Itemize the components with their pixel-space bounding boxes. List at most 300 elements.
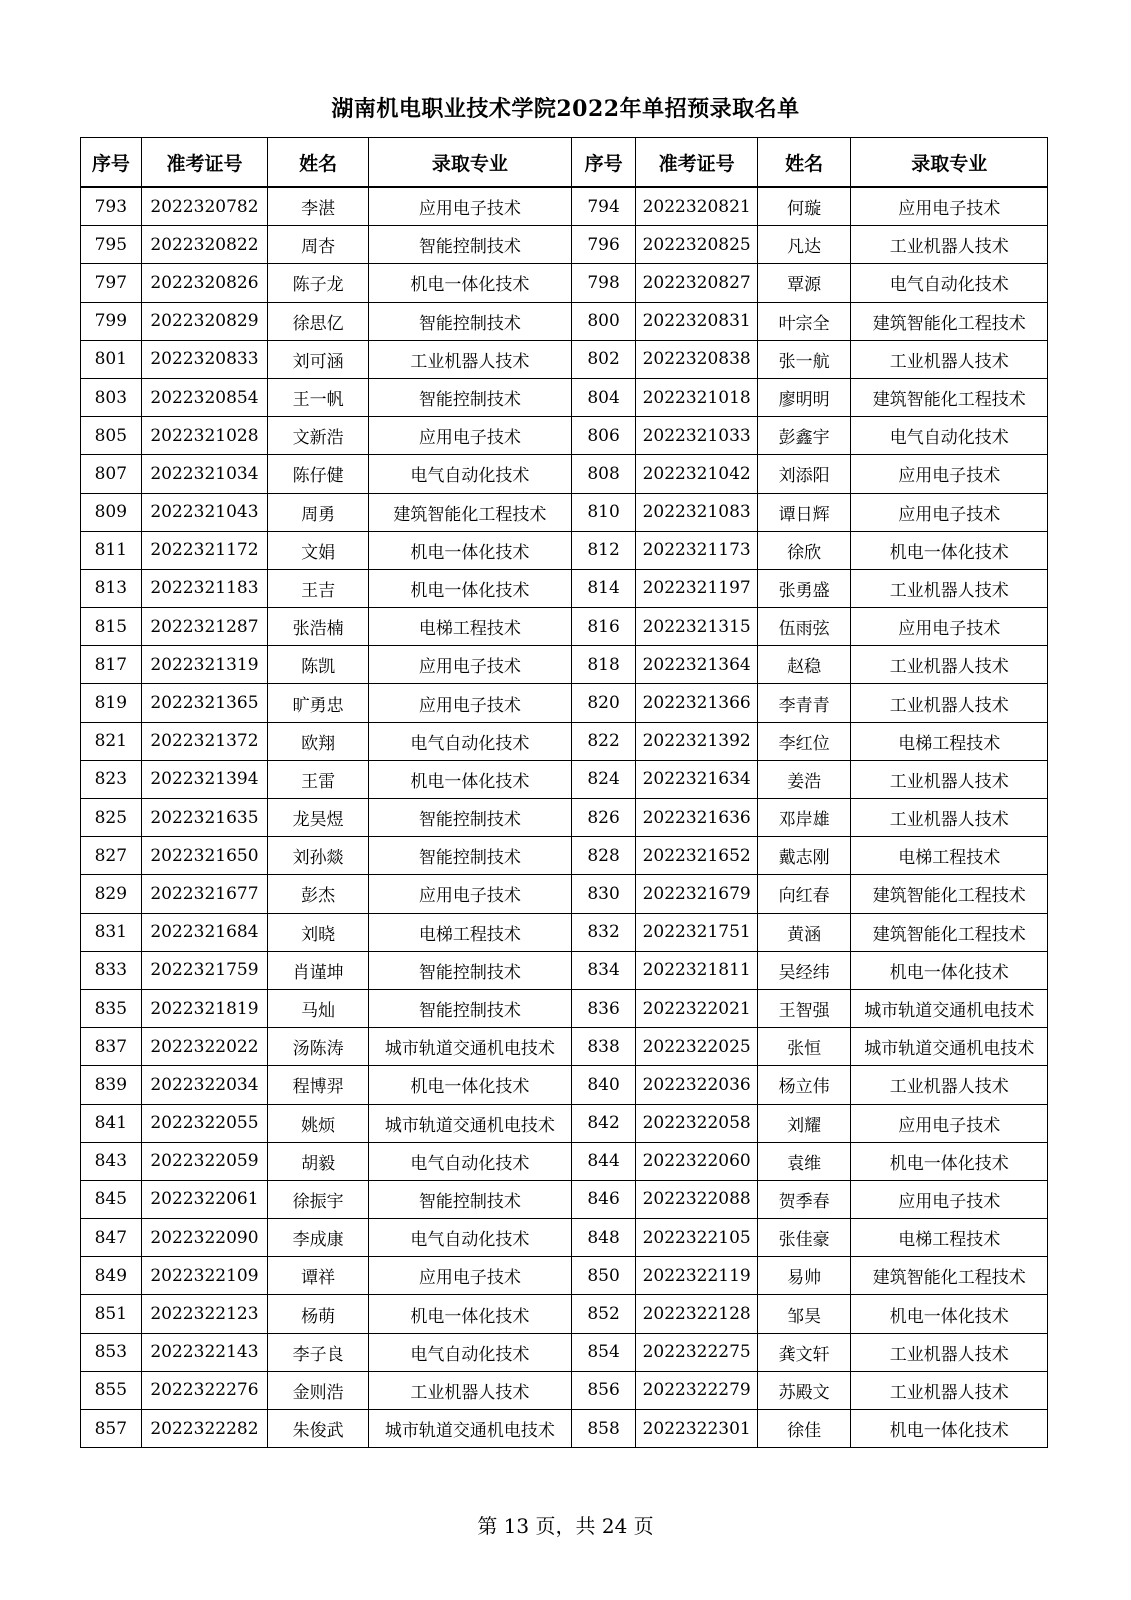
exam-id-cell: 2022321034: [141, 455, 268, 493]
name-cell: 戴志刚: [757, 837, 851, 875]
exam-id-cell: 2022321759: [141, 951, 268, 989]
major-cell: 应用电子技术: [851, 1180, 1048, 1218]
major-cell: 智能控制技术: [369, 302, 572, 340]
major-cell: 电气自动化技术: [369, 1219, 572, 1257]
table-row: [81, 1180, 1048, 1218]
header-name: 姓名: [268, 138, 369, 188]
table-row: [81, 1410, 1048, 1448]
exam-id-cell: 2022320838: [636, 340, 757, 378]
name-cell: 李湛: [268, 187, 369, 226]
major-cell: 工业机器人技术: [851, 646, 1048, 684]
exam-id-cell: 2022321315: [636, 608, 757, 646]
major-cell: 机电一体化技术: [851, 1295, 1048, 1333]
name-cell: 袁维: [757, 1142, 851, 1180]
exam-id-cell: 2022322090: [141, 1219, 268, 1257]
name-cell: 陈仔健: [268, 455, 369, 493]
exam-id-cell: 2022322275: [636, 1333, 757, 1371]
exam-id-cell: 2022321636: [636, 799, 757, 837]
seq-cell: 821: [81, 722, 142, 760]
exam-id-cell: 2022321677: [141, 875, 268, 913]
major-cell: 工业机器人技术: [851, 226, 1048, 264]
exam-id-cell: 2022320833: [141, 340, 268, 378]
major-cell: 机电一体化技术: [851, 951, 1048, 989]
table-row: [81, 722, 1048, 760]
name-cell: 谭日辉: [757, 493, 851, 531]
exam-id-cell: 2022320822: [141, 226, 268, 264]
seq-cell: 835: [81, 989, 142, 1027]
table-row: [81, 417, 1048, 455]
name-cell: 杨立伟: [757, 1066, 851, 1104]
major-cell: 电梯工程技术: [851, 837, 1048, 875]
exam-id-cell: 2022321394: [141, 760, 268, 798]
exam-id-cell: 2022321287: [141, 608, 268, 646]
major-cell: 城市轨道交通机电技术: [851, 1028, 1048, 1066]
name-cell: 李成康: [268, 1219, 369, 1257]
seq-cell: 826: [571, 799, 636, 837]
major-cell: 城市轨道交通机电技术: [369, 1028, 572, 1066]
seq-cell: 856: [571, 1371, 636, 1409]
major-cell: 电梯工程技术: [851, 722, 1048, 760]
seq-cell: 800: [571, 302, 636, 340]
major-cell: 建筑智能化工程技术: [851, 378, 1048, 416]
table-row: [81, 875, 1048, 913]
seq-cell: 834: [571, 951, 636, 989]
exam-id-cell: 2022320829: [141, 302, 268, 340]
seq-cell: 836: [571, 989, 636, 1027]
seq-cell: 807: [81, 455, 142, 493]
seq-cell: 858: [571, 1410, 636, 1448]
exam-id-cell: 2022321365: [141, 684, 268, 722]
major-cell: 应用电子技术: [851, 608, 1048, 646]
major-cell: 机电一体化技术: [369, 1295, 572, 1333]
table-row: [81, 1142, 1048, 1180]
major-cell: 建筑智能化工程技术: [369, 493, 572, 531]
exam-id-cell: 2022321819: [141, 989, 268, 1027]
exam-id-cell: 2022322105: [636, 1219, 757, 1257]
seq-cell: 799: [81, 302, 142, 340]
major-cell: 应用电子技术: [369, 646, 572, 684]
name-cell: 黄涵: [757, 913, 851, 951]
seq-cell: 852: [571, 1295, 636, 1333]
exam-id-cell: 2022321319: [141, 646, 268, 684]
name-cell: 李青青: [757, 684, 851, 722]
name-cell: 张恒: [757, 1028, 851, 1066]
major-cell: 机电一体化技术: [851, 531, 1048, 569]
seq-cell: 839: [81, 1066, 142, 1104]
exam-id-cell: 2022321635: [141, 799, 268, 837]
major-cell: 电气自动化技术: [851, 264, 1048, 302]
major-cell: 智能控制技术: [369, 378, 572, 416]
header-major: 录取专业: [369, 138, 572, 188]
seq-cell: 854: [571, 1333, 636, 1371]
major-cell: 电梯工程技术: [851, 1219, 1048, 1257]
seq-cell: 811: [81, 531, 142, 569]
major-cell: 应用电子技术: [369, 684, 572, 722]
exam-id-cell: 2022321083: [636, 493, 757, 531]
table-row: [81, 531, 1048, 569]
exam-id-cell: 2022321018: [636, 378, 757, 416]
header-major: 录取专业: [851, 138, 1048, 188]
name-cell: 叶宗全: [757, 302, 851, 340]
exam-id-cell: 2022320821: [636, 187, 757, 226]
exam-id-cell: 2022322036: [636, 1066, 757, 1104]
seq-cell: 838: [571, 1028, 636, 1066]
major-cell: 智能控制技术: [369, 989, 572, 1027]
major-cell: 应用电子技术: [369, 187, 572, 226]
major-cell: 建筑智能化工程技术: [851, 1257, 1048, 1295]
header-exam-id: 准考证号: [141, 138, 268, 188]
name-cell: 文娟: [268, 531, 369, 569]
name-cell: 刘孙燚: [268, 837, 369, 875]
seq-cell: 810: [571, 493, 636, 531]
name-cell: 周勇: [268, 493, 369, 531]
seq-cell: 813: [81, 569, 142, 607]
seq-cell: 814: [571, 569, 636, 607]
name-cell: 王雷: [268, 760, 369, 798]
table-row: [81, 951, 1048, 989]
major-cell: 机电一体化技术: [369, 1066, 572, 1104]
seq-cell: 801: [81, 340, 142, 378]
name-cell: 廖明明: [757, 378, 851, 416]
page-number: 第 13 页，共 24 页: [477, 1514, 654, 1538]
seq-cell: 809: [81, 493, 142, 531]
major-cell: 应用电子技术: [369, 417, 572, 455]
major-cell: 电气自动化技术: [851, 417, 1048, 455]
seq-cell: 848: [571, 1219, 636, 1257]
major-cell: 工业机器人技术: [851, 684, 1048, 722]
exam-id-cell: 2022322034: [141, 1066, 268, 1104]
name-cell: 徐振宇: [268, 1180, 369, 1218]
exam-id-cell: 2022322128: [636, 1295, 757, 1333]
major-cell: 工业机器人技术: [851, 1333, 1048, 1371]
major-cell: 智能控制技术: [369, 226, 572, 264]
seq-cell: 846: [571, 1180, 636, 1218]
seq-cell: 855: [81, 1371, 142, 1409]
exam-id-cell: 2022321652: [636, 837, 757, 875]
name-cell: 金则浩: [268, 1371, 369, 1409]
name-cell: 刘晓: [268, 913, 369, 951]
seq-cell: 853: [81, 1333, 142, 1371]
table-row: [81, 1257, 1048, 1295]
exam-id-cell: 2022322276: [141, 1371, 268, 1409]
table-body: [81, 187, 1048, 1448]
seq-cell: 842: [571, 1104, 636, 1142]
major-cell: 机电一体化技术: [851, 1410, 1048, 1448]
exam-id-cell: 2022322025: [636, 1028, 757, 1066]
header-exam-id: 准考证号: [636, 138, 757, 188]
table-row: [81, 302, 1048, 340]
page-title: 湖南机电职业技术学院2022年单招预录取名单: [331, 96, 800, 122]
seq-cell: 850: [571, 1257, 636, 1295]
admission-table: [80, 137, 1048, 1448]
exam-id-cell: 2022320827: [636, 264, 757, 302]
seq-cell: 794: [571, 187, 636, 226]
major-cell: 电气自动化技术: [369, 1142, 572, 1180]
exam-id-cell: 2022322109: [141, 1257, 268, 1295]
header-name: 姓名: [757, 138, 851, 188]
exam-id-cell: 2022322022: [141, 1028, 268, 1066]
seq-cell: 816: [571, 608, 636, 646]
seq-cell: 845: [81, 1180, 142, 1218]
name-cell: 邹昊: [757, 1295, 851, 1333]
seq-cell: 812: [571, 531, 636, 569]
seq-cell: 798: [571, 264, 636, 302]
major-cell: 工业机器人技术: [851, 569, 1048, 607]
name-cell: 王智强: [757, 989, 851, 1027]
name-cell: 朱俊武: [268, 1410, 369, 1448]
name-cell: 姚烦: [268, 1104, 369, 1142]
name-cell: 陈子龙: [268, 264, 369, 302]
name-cell: 龙昊煜: [268, 799, 369, 837]
major-cell: 城市轨道交通机电技术: [369, 1104, 572, 1142]
major-cell: 智能控制技术: [369, 799, 572, 837]
major-cell: 工业机器人技术: [851, 760, 1048, 798]
seq-cell: 847: [81, 1219, 142, 1257]
name-cell: 张一航: [757, 340, 851, 378]
table-row: [81, 1104, 1048, 1142]
seq-cell: 818: [571, 646, 636, 684]
major-cell: 电气自动化技术: [369, 455, 572, 493]
name-cell: 谭祥: [268, 1257, 369, 1295]
name-cell: 李子良: [268, 1333, 369, 1371]
exam-id-cell: 2022322279: [636, 1371, 757, 1409]
seq-cell: 795: [81, 226, 142, 264]
exam-id-cell: 2022322301: [636, 1410, 757, 1448]
major-cell: 电气自动化技术: [369, 722, 572, 760]
exam-id-cell: 2022322060: [636, 1142, 757, 1180]
table-row: [81, 1028, 1048, 1066]
name-cell: 张勇盛: [757, 569, 851, 607]
major-cell: 智能控制技术: [369, 837, 572, 875]
major-cell: 应用电子技术: [851, 187, 1048, 226]
name-cell: 欧翔: [268, 722, 369, 760]
name-cell: 覃源: [757, 264, 851, 302]
name-cell: 陈凯: [268, 646, 369, 684]
table-row: [81, 493, 1048, 531]
exam-id-cell: 2022321751: [636, 913, 757, 951]
header-seq: 序号: [81, 138, 142, 188]
major-cell: 智能控制技术: [369, 1180, 572, 1218]
seq-cell: 805: [81, 417, 142, 455]
exam-id-cell: 2022320782: [141, 187, 268, 226]
name-cell: 徐思亿: [268, 302, 369, 340]
seq-cell: 824: [571, 760, 636, 798]
major-cell: 城市轨道交通机电技术: [369, 1410, 572, 1448]
seq-cell: 793: [81, 187, 142, 226]
name-cell: 刘可涵: [268, 340, 369, 378]
seq-cell: 822: [571, 722, 636, 760]
name-cell: 何璇: [757, 187, 851, 226]
seq-cell: 833: [81, 951, 142, 989]
seq-cell: 819: [81, 684, 142, 722]
seq-cell: 851: [81, 1295, 142, 1333]
seq-cell: 806: [571, 417, 636, 455]
exam-id-cell: 2022321811: [636, 951, 757, 989]
name-cell: 龚文轩: [757, 1333, 851, 1371]
major-cell: 应用电子技术: [851, 493, 1048, 531]
exam-id-cell: 2022321183: [141, 569, 268, 607]
table-row: [81, 760, 1048, 798]
exam-id-cell: 2022321172: [141, 531, 268, 569]
exam-id-cell: 2022321364: [636, 646, 757, 684]
name-cell: 徐佳: [757, 1410, 851, 1448]
name-cell: 赵稳: [757, 646, 851, 684]
major-cell: 机电一体化技术: [369, 569, 572, 607]
seq-cell: 802: [571, 340, 636, 378]
table-row: [81, 264, 1048, 302]
seq-cell: 817: [81, 646, 142, 684]
exam-id-cell: 2022320831: [636, 302, 757, 340]
seq-cell: 823: [81, 760, 142, 798]
table-row: [81, 378, 1048, 416]
name-cell: 张浩楠: [268, 608, 369, 646]
name-cell: 易帅: [757, 1257, 851, 1295]
major-cell: 工业机器人技术: [851, 799, 1048, 837]
table-header-row: [81, 138, 1048, 188]
major-cell: 应用电子技术: [369, 1257, 572, 1295]
major-cell: 工业机器人技术: [369, 340, 572, 378]
exam-id-cell: 2022321043: [141, 493, 268, 531]
name-cell: 汤陈涛: [268, 1028, 369, 1066]
name-cell: 程博羿: [268, 1066, 369, 1104]
table-row: [81, 1295, 1048, 1333]
seq-cell: 844: [571, 1142, 636, 1180]
name-cell: 刘添阳: [757, 455, 851, 493]
table-row: [81, 1333, 1048, 1371]
name-cell: 胡毅: [268, 1142, 369, 1180]
major-cell: 机电一体化技术: [369, 760, 572, 798]
exam-id-cell: 2022322021: [636, 989, 757, 1027]
exam-id-cell: 2022321028: [141, 417, 268, 455]
seq-cell: 803: [81, 378, 142, 416]
exam-id-cell: 2022321392: [636, 722, 757, 760]
seq-cell: 808: [571, 455, 636, 493]
exam-id-cell: 2022322061: [141, 1180, 268, 1218]
seq-cell: 804: [571, 378, 636, 416]
major-cell: 应用电子技术: [369, 875, 572, 913]
name-cell: 张佳豪: [757, 1219, 851, 1257]
seq-cell: 828: [571, 837, 636, 875]
table-row: [81, 913, 1048, 951]
name-cell: 向红春: [757, 875, 851, 913]
major-cell: 工业机器人技术: [851, 1371, 1048, 1409]
major-cell: 建筑智能化工程技术: [851, 875, 1048, 913]
table-row: [81, 1066, 1048, 1104]
seq-cell: 827: [81, 837, 142, 875]
name-cell: 杨萌: [268, 1295, 369, 1333]
seq-cell: 829: [81, 875, 142, 913]
seq-cell: 820: [571, 684, 636, 722]
table-row: [81, 837, 1048, 875]
name-cell: 旷勇忠: [268, 684, 369, 722]
table-row: [81, 226, 1048, 264]
exam-id-cell: 2022321650: [141, 837, 268, 875]
seq-cell: 837: [81, 1028, 142, 1066]
major-cell: 城市轨道交通机电技术: [851, 989, 1048, 1027]
exam-id-cell: 2022321634: [636, 760, 757, 798]
name-cell: 王一帆: [268, 378, 369, 416]
table-row: [81, 187, 1048, 226]
name-cell: 刘耀: [757, 1104, 851, 1142]
exam-id-cell: 2022320825: [636, 226, 757, 264]
seq-cell: 825: [81, 799, 142, 837]
major-cell: 工业机器人技术: [851, 1066, 1048, 1104]
major-cell: 机电一体化技术: [851, 1142, 1048, 1180]
major-cell: 建筑智能化工程技术: [851, 302, 1048, 340]
name-cell: 马灿: [268, 989, 369, 1027]
header-seq: 序号: [571, 138, 636, 188]
exam-id-cell: 2022322123: [141, 1295, 268, 1333]
seq-cell: 841: [81, 1104, 142, 1142]
table-row: [81, 646, 1048, 684]
major-cell: 应用电子技术: [851, 1104, 1048, 1142]
exam-id-cell: 2022320854: [141, 378, 268, 416]
table-row: [81, 608, 1048, 646]
major-cell: 机电一体化技术: [369, 264, 572, 302]
exam-id-cell: 2022322119: [636, 1257, 757, 1295]
seq-cell: 797: [81, 264, 142, 302]
exam-id-cell: 2022322282: [141, 1410, 268, 1448]
exam-id-cell: 2022322059: [141, 1142, 268, 1180]
seq-cell: 831: [81, 913, 142, 951]
table-row: [81, 799, 1048, 837]
name-cell: 邓岸雄: [757, 799, 851, 837]
major-cell: 智能控制技术: [369, 951, 572, 989]
name-cell: 肖谨坤: [268, 951, 369, 989]
name-cell: 苏殿文: [757, 1371, 851, 1409]
major-cell: 工业机器人技术: [851, 340, 1048, 378]
seq-cell: 815: [81, 608, 142, 646]
major-cell: 建筑智能化工程技术: [851, 913, 1048, 951]
exam-id-cell: 2022321684: [141, 913, 268, 951]
exam-id-cell: 2022322055: [141, 1104, 268, 1142]
table-row: [81, 455, 1048, 493]
major-cell: 应用电子技术: [851, 455, 1048, 493]
exam-id-cell: 2022322058: [636, 1104, 757, 1142]
table-row: [81, 1371, 1048, 1409]
name-cell: 彭鑫宇: [757, 417, 851, 455]
exam-id-cell: 2022321372: [141, 722, 268, 760]
name-cell: 伍雨弦: [757, 608, 851, 646]
seq-cell: 843: [81, 1142, 142, 1180]
table-row: [81, 1219, 1048, 1257]
exam-id-cell: 2022321366: [636, 684, 757, 722]
exam-id-cell: 2022321042: [636, 455, 757, 493]
exam-id-cell: 2022320826: [141, 264, 268, 302]
name-cell: 文新浩: [268, 417, 369, 455]
exam-id-cell: 2022321173: [636, 531, 757, 569]
seq-cell: 849: [81, 1257, 142, 1295]
exam-id-cell: 2022321197: [636, 569, 757, 607]
exam-id-cell: 2022321033: [636, 417, 757, 455]
name-cell: 周杏: [268, 226, 369, 264]
exam-id-cell: 2022321679: [636, 875, 757, 913]
major-cell: 电梯工程技术: [369, 608, 572, 646]
major-cell: 电梯工程技术: [369, 913, 572, 951]
name-cell: 凡达: [757, 226, 851, 264]
name-cell: 李红位: [757, 722, 851, 760]
seq-cell: 830: [571, 875, 636, 913]
seq-cell: 796: [571, 226, 636, 264]
name-cell: 彭杰: [268, 875, 369, 913]
table-row: [81, 684, 1048, 722]
exam-id-cell: 2022322088: [636, 1180, 757, 1218]
seq-cell: 832: [571, 913, 636, 951]
exam-id-cell: 2022322143: [141, 1333, 268, 1371]
major-cell: 机电一体化技术: [369, 531, 572, 569]
major-cell: 电气自动化技术: [369, 1333, 572, 1371]
name-cell: 王吉: [268, 569, 369, 607]
